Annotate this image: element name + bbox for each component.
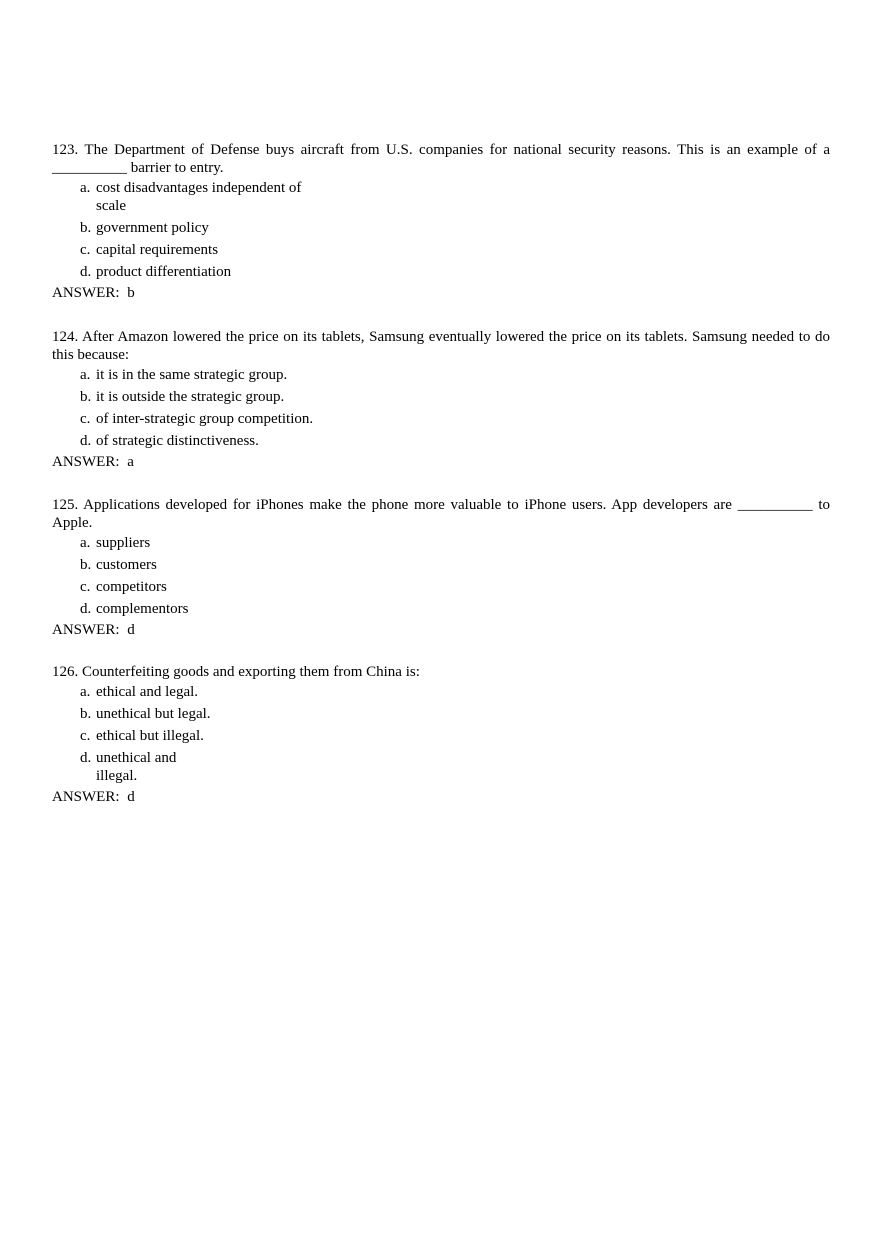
option-letter: d. bbox=[80, 264, 92, 280]
option-text: ethical and legal. bbox=[96, 684, 199, 700]
question-stem: 126. Counterfeiting goods and exporting them from China is: bbox=[52, 664, 420, 680]
option-text: unethical and illegal. bbox=[96, 750, 177, 784]
option-text: customers bbox=[96, 557, 157, 573]
option-c bbox=[80, 727, 830, 745]
answer-value: d bbox=[127, 622, 135, 638]
option-a bbox=[80, 179, 830, 215]
option-text: ethical but illegal. bbox=[96, 728, 204, 744]
answer-label: ANSWER: bbox=[52, 454, 120, 470]
option-letter: c. bbox=[80, 411, 91, 427]
option-letter: d. bbox=[80, 601, 92, 617]
option-text: cost disadvantages independent of scale bbox=[96, 180, 302, 214]
option-text: capital requirements bbox=[96, 242, 219, 258]
question-stem: 124. After Amazon lowered the price on its tablets, Samsung eventually lowered the price on its tablets. Samsung needed to do this because: bbox=[52, 329, 830, 363]
question-124 bbox=[52, 328, 830, 471]
option-letter: a. bbox=[80, 535, 91, 551]
answer-line bbox=[52, 284, 830, 302]
option-text: complementors bbox=[96, 601, 189, 617]
option-text: it is in the same strategic group. bbox=[96, 367, 288, 383]
option-list bbox=[52, 366, 830, 450]
option-letter: a. bbox=[80, 367, 91, 383]
option-b bbox=[80, 219, 830, 237]
option-list bbox=[52, 534, 830, 618]
option-letter: c. bbox=[80, 242, 91, 258]
answer-label: ANSWER: bbox=[52, 285, 120, 301]
option-d bbox=[80, 432, 830, 450]
answer-line bbox=[52, 621, 830, 639]
answer-label: ANSWER: bbox=[52, 789, 120, 805]
option-a bbox=[80, 683, 830, 701]
option-text: suppliers bbox=[96, 535, 151, 551]
question-stem: 125. Applications developed for iPhones make the phone more valuable to iPhone users. App developers are __________ to Apple. bbox=[52, 497, 830, 531]
option-letter: b. bbox=[80, 706, 92, 722]
option-list bbox=[52, 683, 830, 785]
option-c bbox=[80, 410, 830, 428]
answer-label: ANSWER: bbox=[52, 622, 120, 638]
option-text: of inter-strategic group competition. bbox=[96, 411, 314, 427]
question-125 bbox=[52, 496, 830, 639]
option-letter: b. bbox=[80, 557, 92, 573]
option-letter: a. bbox=[80, 684, 91, 700]
answer-line bbox=[52, 788, 830, 806]
option-text: it is outside the strategic group. bbox=[96, 389, 285, 405]
option-text: product differentiation bbox=[96, 264, 232, 280]
option-b bbox=[80, 556, 830, 574]
question-stem: 123. The Department of Defense buys aircraft from U.S. companies for national security reasons. This is an example of a __________ barrier to entry. bbox=[52, 142, 830, 176]
option-b bbox=[80, 388, 830, 406]
option-list bbox=[52, 179, 830, 281]
question-123 bbox=[52, 141, 830, 302]
option-letter: b. bbox=[80, 220, 92, 236]
option-b bbox=[80, 705, 830, 723]
option-text: of strategic distinctiveness. bbox=[96, 433, 259, 449]
answer-value: a bbox=[127, 454, 134, 470]
option-c bbox=[80, 578, 830, 596]
option-a bbox=[80, 534, 830, 552]
option-d bbox=[80, 600, 830, 618]
option-c bbox=[80, 241, 830, 259]
answer-value: b bbox=[127, 285, 135, 301]
question-126 bbox=[52, 663, 830, 806]
option-a bbox=[80, 366, 830, 384]
option-d bbox=[80, 749, 830, 785]
option-letter: d. bbox=[80, 433, 92, 449]
option-letter: d. bbox=[80, 750, 92, 766]
option-letter: c. bbox=[80, 579, 91, 595]
option-text: unethical but legal. bbox=[96, 706, 211, 722]
option-text: competitors bbox=[96, 579, 167, 595]
answer-line bbox=[52, 453, 830, 471]
option-letter: a. bbox=[80, 180, 91, 196]
answer-value: d bbox=[127, 789, 135, 805]
option-letter: b. bbox=[80, 389, 92, 405]
option-letter: c. bbox=[80, 728, 91, 744]
option-d bbox=[80, 263, 830, 281]
option-text: government policy bbox=[96, 220, 209, 236]
